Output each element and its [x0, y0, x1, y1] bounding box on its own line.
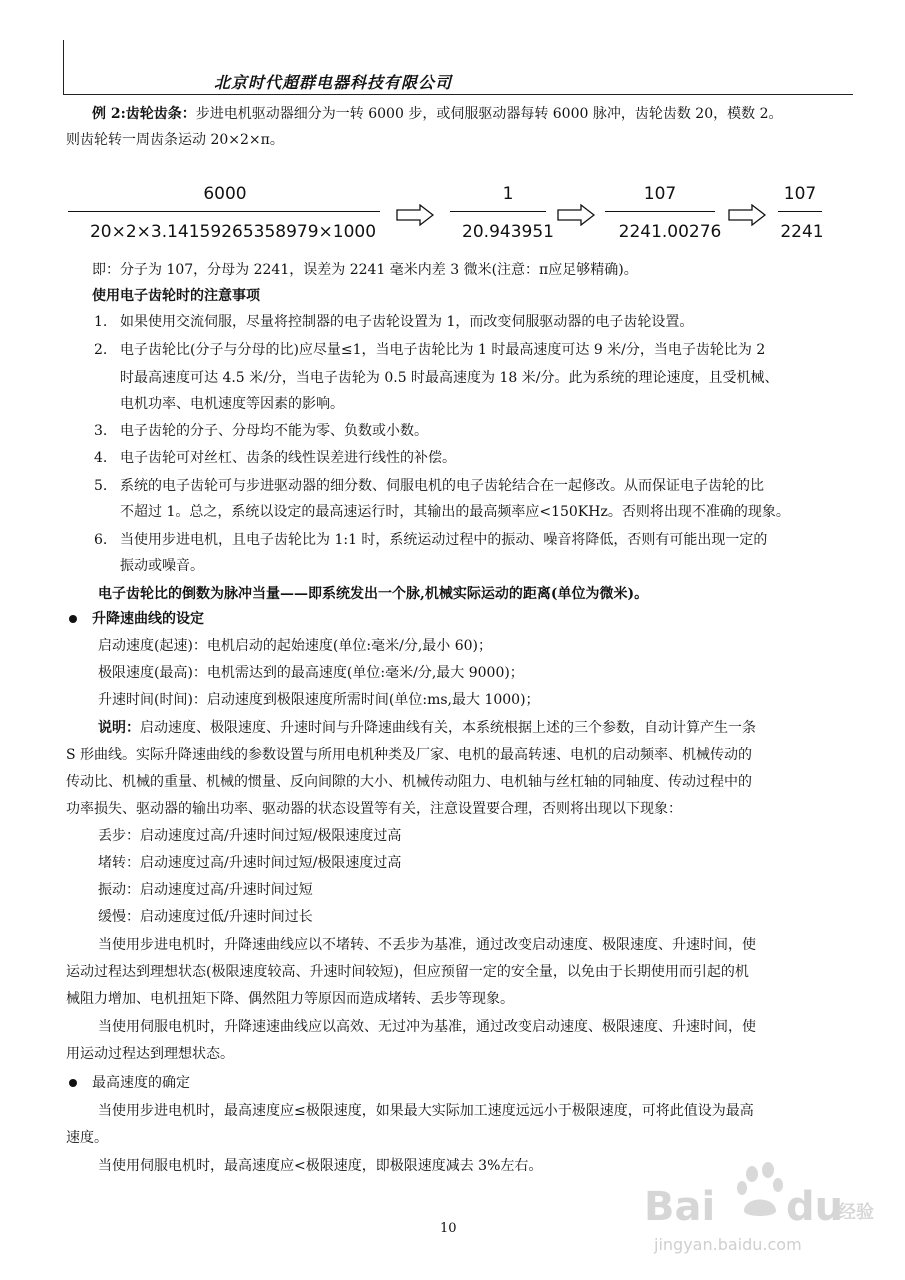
bullet-icon [69, 1079, 77, 1087]
baidu-jingyan-watermark [640, 1152, 880, 1262]
example-label: 例 2:齿轮齿条： [92, 106, 196, 122]
symptom-slow: 缓慢：启动速度过低/升速时间过长 [98, 909, 313, 925]
stepper-para-line-2: 运动过程达到理想状态(极限速度较高、升速时间较短)，但应预留一定的安全量，以免由于长期使用而引起的机 [66, 964, 749, 980]
fraction-3-denominator: 2241.00276 [618, 222, 722, 242]
notes-title: 使用电子齿轮时的注意事项 [92, 288, 260, 304]
note-number-2: 2. [94, 342, 108, 358]
fraction-3-bar [605, 211, 715, 212]
curve-desc-line-1: 说明：启动速度、极限速度、升速时间与升降速曲线有关，本系统根据上述的三个参数，自动计算产生一条 [98, 720, 756, 736]
example-line-2: 则齿轮转一周齿条运动 20×2×π。 [66, 132, 284, 148]
servo-para-line-1: 当使用伺服电机时，升降速速曲线应以高效、无过冲为基准，通过改变启动速度、极限速度、升速时间，使 [98, 1019, 756, 1035]
header-vertical-rule [63, 40, 64, 95]
fraction-4-bar [778, 211, 822, 212]
right-arrow-icon [396, 204, 434, 226]
stepper-para-line-3: 械阻力增加、电机扭矩下降、偶然阻力等原因而造成堵转、丢步等现象。 [66, 991, 514, 1007]
right-arrow-icon [557, 204, 595, 226]
example-line-1: 例 2:齿轮齿条：步进电机驱动器细分为一转 6000 步，或伺服驱动器每转 6000 脉冲，齿轮齿数 20，模数 2。 [92, 106, 783, 122]
curve-start-speed: 启动速度(起速)：电机启动的起始速度(单位:毫米/分,最小 60)； [98, 638, 492, 654]
svg-text:jingyan.baidu.com: jingyan.baidu.com [654, 1235, 802, 1254]
curve-desc-label: 说明： [98, 720, 140, 736]
curve-desc-line-2: S 形曲线。实际升降速曲线的参数设置与所用电机种类及厂家、电机的最高转速、电机的启动频率、机械传动的 [66, 747, 753, 763]
note-1-line-1: 如果使用交流伺服，尽量将控制器的电子齿轮设置为 1，而改变伺服驱动器的电子齿轮设置。 [120, 314, 694, 330]
curve-accel-time: 升速时间(时间)：启动速度到极限速度所需时间(单位:ms,最大 1000)； [98, 692, 540, 708]
note-number-5: 5. [94, 478, 108, 494]
note-2-line-3: 电机功率、电机速度等因素的影响。 [120, 396, 344, 412]
curve-title: 升降速曲线的设定 [92, 611, 204, 627]
symptom-vibration: 振动：启动速度过高/升速时间过短 [98, 882, 313, 898]
svg-text:du: du [786, 1184, 844, 1230]
svg-text:经验: 经验 [838, 1202, 874, 1223]
symptom-lost-step: 丢步：启动速度过高/升速时间过短/极限速度过高 [98, 828, 402, 844]
symptom-stall: 堵转：启动速度过高/升速时间过短/极限速度过高 [98, 855, 402, 871]
note-number-6: 6. [94, 532, 108, 548]
fraction-2-numerator: 1 [502, 184, 514, 204]
note-4-line-1: 电子齿轮可对丝杠、齿条的线性误差进行线性的补偿。 [120, 450, 456, 466]
page-number: 10 [440, 1221, 457, 1236]
stepper-para-line-1: 当使用步进电机时，升降速曲线应以不堵转、不丢步为基准，通过改变启动速度、极限速度、升速时间，使 [98, 937, 756, 953]
bullet-icon [69, 615, 77, 623]
maxspeed-title: 最高速度的确定 [92, 1075, 190, 1091]
note-5-line-2: 不超过 1。总之，系统以设定的最高速运行时，其输出的最高频率应<150KHz。否则将出现不准确的现象。 [120, 504, 790, 520]
fraction-1-denominator: 20×2×3.14159265358979×1000 [89, 222, 377, 242]
maxspeed-servo-line: 当使用伺服电机时，最高速度应<极限速度，即极限速度减去 3%左右。 [98, 1158, 543, 1174]
servo-para-line-2: 用运动过程达到理想状态。 [66, 1046, 234, 1062]
note-6-line-1: 当使用步进电机，且电子齿轮比为 1:1 时，系统运动过程中的振动、噪音将降低，否则有可能出现一定的 [120, 532, 768, 548]
note-6-line-2: 振动或噪音。 [120, 558, 204, 574]
curve-desc-line-3: 传动比、机械的重量、机械的惯量、反向间隙的大小、机械传动阻力、电机轴与丝杠轴的同轴度、传动过程中的 [66, 774, 752, 790]
formula-result: 即：分子为 107，分母为 2241，误差为 2241 毫米内差 3 微米(注意：π应足够精确)。 [92, 262, 638, 278]
note-number-1: 1. [94, 314, 108, 330]
notes-summary: 电子齿轮比的倒数为脉冲当量——即系统发出一个脉,机械实际运动的距离(单位为微米)。 [98, 586, 649, 602]
curve-desc-line-4: 功率损失、驱动器的输出功率、驱动器的状态设置等有关，注意设置要合理，否则将出现以下现象： [66, 801, 682, 817]
fraction-1-bar [68, 211, 380, 212]
fraction-4-denominator: 2241 [780, 222, 824, 242]
company-header: 北京时代超群电器科技有限公司 [214, 73, 453, 92]
maxspeed-stepper-line-2: 速度。 [66, 1130, 108, 1146]
curve-limit-speed: 极限速度(最高)：电机需达到的最高速度(单位:毫米/分,最大 9000)； [98, 665, 524, 681]
note-2-line-1: 电子齿轮比(分子与分母的比)应尽量≤1，当电子齿轮比为 1 时最高速度可达 9 米/分，当电子齿轮比为 2 [120, 342, 766, 358]
right-arrow-icon [728, 204, 766, 226]
maxspeed-stepper-line-1: 当使用步进电机时，最高速度应≤极限速度，如果最大实际加工速度远远小于极限速度，可将此值设为最高 [98, 1103, 754, 1119]
fraction-1-numerator: 6000 [203, 184, 247, 204]
svg-text:Bai: Bai [644, 1184, 716, 1230]
fraction-2-denominator: 20.943951 [462, 222, 554, 242]
note-number-4: 4. [94, 450, 108, 466]
note-5-line-1: 系统的电子齿轮可与步进驱动器的细分数、伺服电机的电子齿轮结合在一起修改。从而保证电子齿轮的比 [120, 478, 764, 494]
note-3-line-1: 电子齿轮的分子、分母均不能为零、负数或小数。 [120, 423, 428, 439]
fraction-3-numerator: 107 [643, 184, 677, 204]
note-number-3: 3. [94, 423, 108, 439]
note-2-line-2: 时最高速度可达 4.5 米/分，当电子齿轮为 0.5 时最高速度为 18 米/分。此为系统的理论速度，且受机械、 [120, 370, 779, 386]
fraction-4-numerator: 107 [783, 184, 817, 204]
header-horizontal-rule [63, 94, 853, 95]
fraction-2-bar [450, 211, 546, 212]
